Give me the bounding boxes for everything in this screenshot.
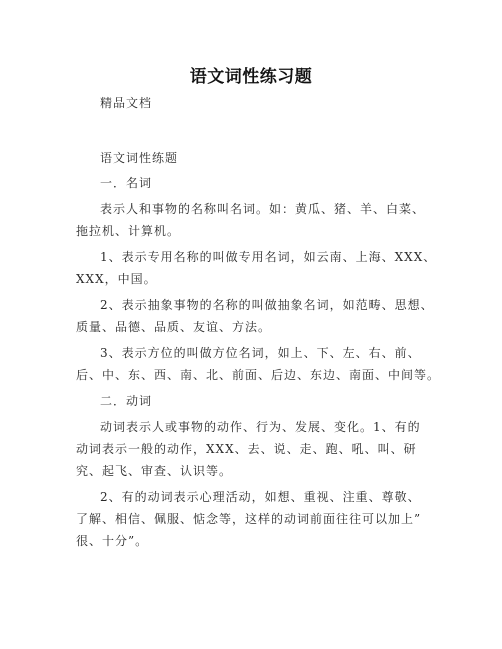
paragraph-line: 2、有的动词表示心理活动，如想、重视、注重、尊敬、	[100, 490, 421, 504]
paragraph-line: 3、表示方位的叫做方位名词，如上、下、左、右、前、	[100, 346, 421, 360]
paragraph-line: 动词表示人或事物的动作、行为、发展、变化。1、有的	[100, 420, 421, 434]
paragraph-line: 表示人和事物的名称叫名词。如：黄瓜、猪、羊、白菜、	[100, 202, 426, 216]
paragraph-line: 了解、相信、佩服、惦念等，这样的动词前面往往可以加上”	[76, 512, 422, 526]
section-heading: 语文词性练题	[100, 151, 179, 165]
document-subtitle: 精品文档	[100, 96, 153, 110]
paragraph-line: 究、起飞、审查、认识等。	[76, 464, 233, 478]
paragraph-line: 2、表示抽象事物的名称的叫做抽象名词，如范畴、思想、	[100, 298, 434, 312]
section-title-nouns: 一．名词	[100, 176, 153, 190]
document-title: 语文词性练习题	[189, 67, 313, 87]
paragraph-line: 拖拉机、计算机。	[76, 224, 181, 238]
paragraph-line: 很、十分”。	[76, 534, 149, 548]
section-title-verbs: 二．动词	[100, 394, 153, 408]
paragraph-line: 质量、品德、品质、友谊、方法。	[76, 320, 272, 334]
paragraph-line: XXX，中国。	[76, 272, 157, 286]
paragraph-line: 1、表示专用名称的叫做专用名词，如云南、上海、XXX、	[100, 250, 437, 264]
paragraph-line: 后、中、东、西、南、北、前面、后边、东边、南面、中间等。	[76, 368, 441, 382]
paragraph-line: 动词表示一般的动作，XXX、去、说、走、跑、吼、叫、研	[76, 442, 417, 456]
